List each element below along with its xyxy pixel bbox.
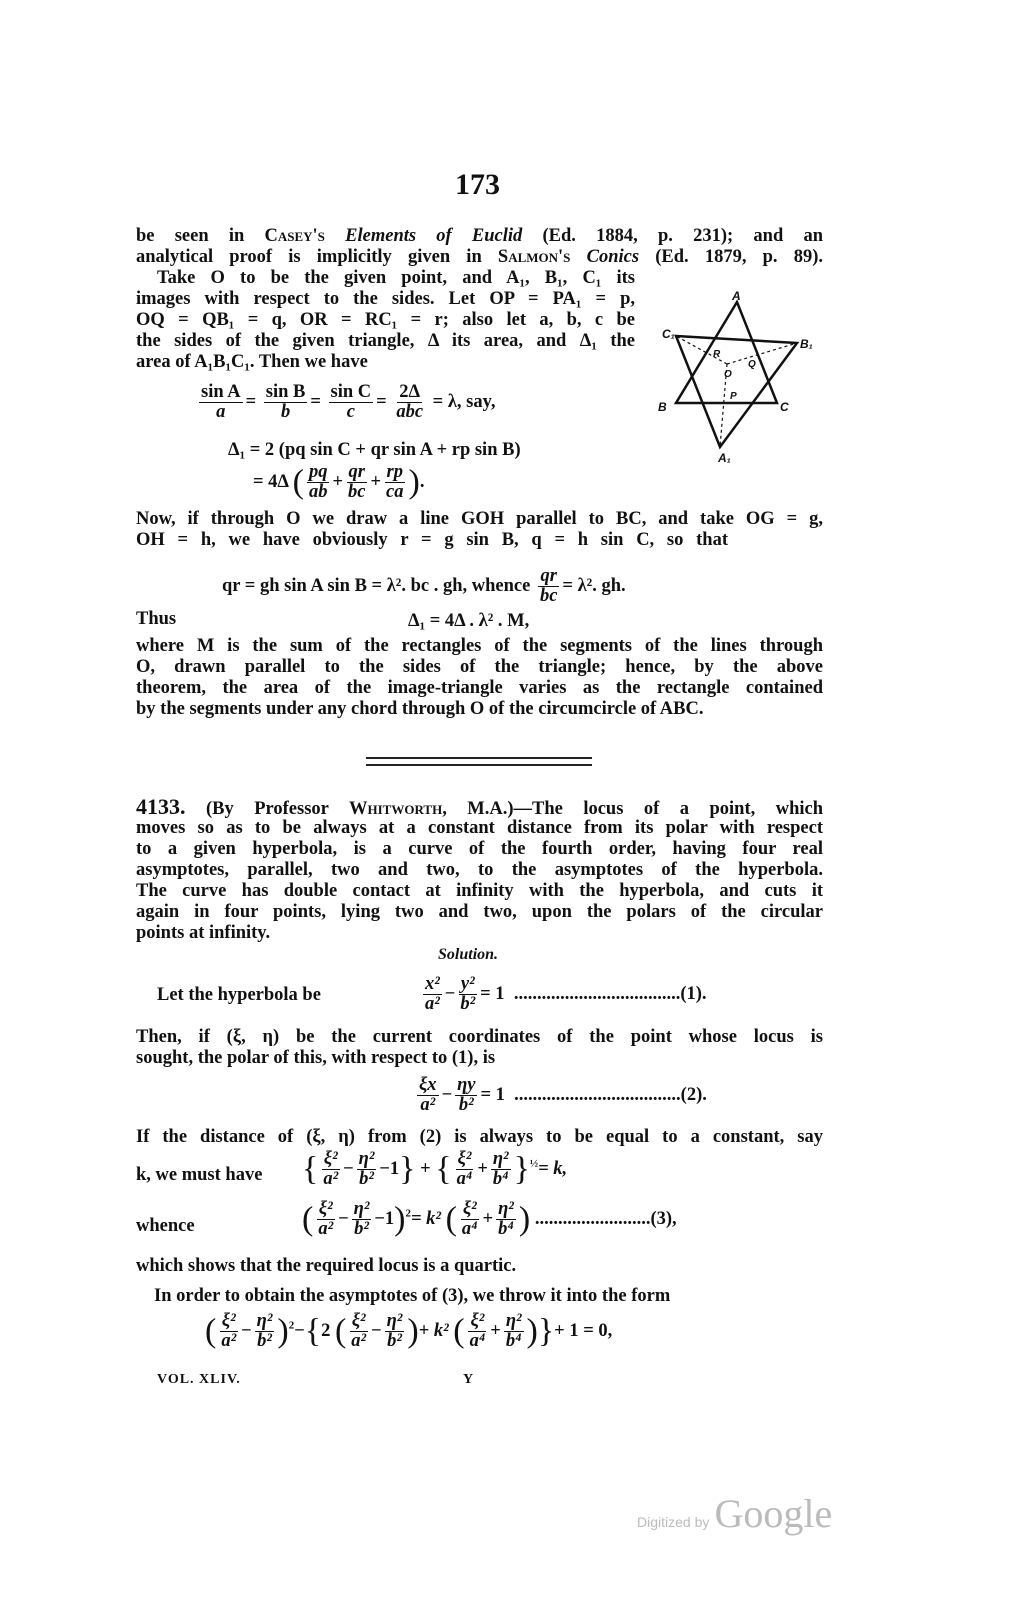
equation-1: $\frac{\text{x²}}{\text{a²}}$ − $\frac{\text{y²}}{\text{b²}}$ = 1 ....................................(1).	[425, 974, 707, 1014]
text-line: The curve has double contact at infinity with the hyperbola, and cuts it	[136, 881, 823, 901]
solution-heading: Solution.	[438, 946, 499, 963]
equation-thus: Δ₁ = 4Δ . λ² . M,	[408, 611, 530, 631]
equation-3: ( $\frac{\text{ξ²}}{\text{a²}}$ − $\frac{\text{η²}}{\text{b²}}$ −1)$^2$= k² ( $\frac{\text{ξ²}}{\text{a⁴}}$ + $\frac{\text{η²}}{\text{b⁴}}$ ) .........................(3),	[302, 1199, 677, 1239]
text-line: asymptotes, parallel, two and two, to the asymptotes of the hyperbola.	[136, 860, 823, 880]
volume-footer: VOL. XLIV.	[157, 1372, 241, 1387]
text-line: area of A₁B₁C₁. Then we have	[136, 352, 368, 372]
label-a: A	[732, 289, 741, 303]
text-line: again in four points, lying two and two, upon the polars of the circular	[136, 902, 823, 922]
text-line: where M is the sum of the rectangles of the segments of the lines through	[136, 636, 823, 656]
label-c1: C₁	[662, 327, 675, 341]
page-number: 173	[455, 168, 500, 201]
text-line: O, drawn parallel to the sides of the triangle; hence, by the above	[136, 657, 823, 677]
text-line: Take O to be the given point, and A₁, B₁, C₁ its	[157, 268, 635, 288]
text-line: theorem, the area of the image-triangle varies as the rectangle contained	[136, 678, 823, 698]
equation-lambda: $\frac{\text{sin A}}{a}$ = $\frac{\text{sin B}}{b}$ = $\frac{\text{sin C}}{c}$ = $\frac{2\Delta}{\text{abc}}$ = λ, say,	[201, 382, 496, 422]
text-line: sought, the polar of this, with respect to (1), is	[136, 1048, 496, 1068]
equation-delta1: Δ₁ = 2 (pq sin C + qr sin A + rp sin B)	[228, 440, 521, 460]
label-b: B	[658, 400, 667, 414]
google-watermark: Digitized by Google	[637, 1491, 833, 1536]
signature-mark: Y	[463, 1372, 474, 1387]
text-line: OH = h, we have obviously r = g sin B, q = h sin C, so that	[136, 530, 728, 550]
text-line: whence	[136, 1216, 195, 1236]
equation-qr: qr = gh sin A sin B = λ². bc . gh, whence $\frac{qr}{bc}$ = λ². gh.	[222, 566, 626, 606]
text-line: If the distance of (ξ, η) from (2) is always to be equal to a constant, say	[136, 1127, 823, 1147]
text-line: be seen in Casey's Elements of Euclid (Ed. 1884, p. 231); and an	[136, 226, 824, 246]
text-line: k, we must have	[136, 1165, 263, 1185]
label-c: C	[780, 400, 789, 414]
text-line: In order to obtain the asymptotes of (3), we throw it into the form	[154, 1286, 671, 1306]
text-line: images with respect to the sides. Let OP = PA₁ = p,	[136, 289, 635, 309]
equation-2: $\frac{\xi x}{\text{a²}}$ − $\frac{\eta y}{\text{b²}}$ = 1 ....................................(2).	[419, 1075, 707, 1115]
text-line: Now, if through O we draw a line GOH parallel to BC, and take OG = g,	[136, 509, 823, 529]
label-p: P	[730, 391, 737, 402]
star-triangle-diagram	[650, 285, 820, 485]
equation-asymptote-form: ( $\frac{\text{ξ²}}{\text{a²}}$ − $\frac{\text{η²}}{\text{b²}}$ )$^2$−{2 ( $\frac{\text{ξ²}}{\text{a²}}$ − $\frac{\text{η²}}{\text{b²}}$ )+ k² ( $\frac{\text{ξ²}}{\text{a⁴}}$ + $\frac{\text{η²}}{\text{b⁴}}$ )}+ 1 = 0,	[205, 1311, 613, 1351]
label-q: Q	[748, 359, 756, 370]
text-line: moves so as to be always at a constant distance from its polar with respect	[136, 818, 823, 838]
equation-distance: { $\frac{\text{ξ²}}{\text{a²}}$ − $\frac{\text{η²}}{\text{b²}}$ −1} + { $\frac{\text{ξ²}}{\text{a⁴}}$ + $\frac{\text{η²}}{\text{b⁴}}$ }$^{\frac{1}{2}}$= k,	[302, 1149, 568, 1189]
text-line: to a given hyperbola, is a curve of the fourth order, having four real	[136, 839, 823, 859]
text-line: points at infinity.	[136, 923, 271, 943]
label-o: O	[724, 369, 732, 380]
thus-label: Thus	[136, 609, 177, 629]
text-line: the sides of the given triangle, Δ its area, and Δ₁ the	[136, 331, 635, 351]
text-line: Then, if (ξ, η) be the current coordinates of the point whose locus is	[136, 1027, 823, 1047]
label-r: R	[713, 349, 721, 360]
text-line: analytical proof is implicitly given in Salmon's Conics (Ed. 1879, p. 89).	[136, 247, 824, 267]
label-a1: A₁	[718, 451, 731, 465]
text-line: Let the hyperbola be	[157, 985, 321, 1005]
text-line: OQ = QB₁ = q, OR = RC₁ = r; also let a, b, c be	[136, 310, 635, 330]
text-line: by the segments under any chord through O of the circumcircle of ABC.	[136, 699, 704, 719]
text-line: which shows that the required locus is a quartic.	[136, 1256, 517, 1276]
section-divider	[366, 757, 592, 766]
problem-heading: 4133. (By Professor Whitworth, M.A.)—The locus of a point, which	[136, 794, 824, 819]
triangle-abc	[676, 302, 777, 403]
equation-delta1-expanded: = 4Δ ( $\frac{pq}{ab}$ + $\frac{qr}{bc}$ + $\frac{rp}{ca}$ ).	[253, 462, 425, 502]
label-b1: B₁	[800, 337, 813, 351]
